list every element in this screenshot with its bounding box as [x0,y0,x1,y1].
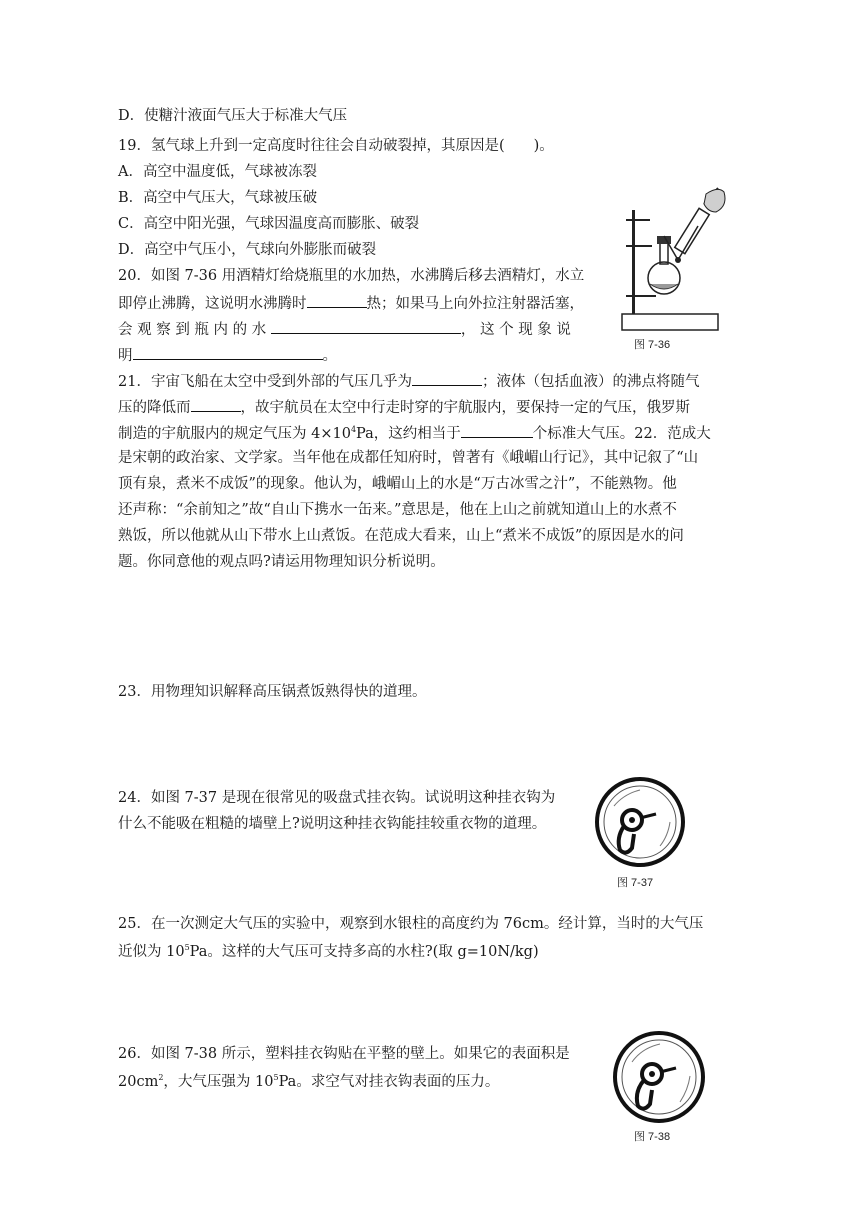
figure-caption: 图 7-36 [634,339,671,351]
q23-stem: 23．用物理知识解释高压锅煮饭熟得快的道理。 [118,684,427,700]
q25-line-2: 近似为 $10^5Pa$。这样的大气压可支持多高的水柱?(取 g=10N/kg) [118,943,539,960]
q21-line-2: 压的降低而 ，故宇航员在太空中行走时穿的宇航服内，要保持一定的气压，俄罗斯 [118,396,690,418]
q19-stem: 19．氢气球上升到一定高度时往往会自动破裂掉，其原因是( )。 [118,138,554,154]
q20-line-4: 明 。 [118,344,337,366]
q21-line-3: 制造的宇航服内的规定气压为 $4\times 10^4Pa$，这约相当于 个标准大气压。22．范成大 [118,422,711,444]
q22-line: 熟饭，所以他就从山下带水上山煮饭。在范成大看来，山上“煮米不成饭”的原因是水的问 [118,528,684,544]
q24-line-2: 什么不能吸在粗糙的墙壁上?说明这种挂衣钩能挂较重衣物的道理。 [118,816,547,832]
q19-option-a: A．高空中温度低，气球被冻裂 [118,164,317,180]
answer-blank[interactable] [461,422,533,438]
q22-line: 题。你同意他的观点吗?请运用物理知识分析说明。 [118,554,445,570]
q18-option-d: D．使糖汁液面气压大于标准大气压 [118,108,348,124]
answer-blank[interactable] [412,370,482,386]
q26-line-2: $20cm^2$，大气压强为 $10^5Pa$。求空气对挂衣钩表面的压力。 [118,1073,500,1090]
q26-line-1: 26．如图 7-38 所示，塑料挂衣钩贴在平整的壁上。如果它的表面积是 [118,1046,570,1062]
q24-line-1: 24．如图 7-37 是现在很常见的吸盘式挂衣钩。试说明这种挂衣钩为 [118,790,556,806]
q22-line: 顶有泉，煮米不成饭”的现象。他认为，峨嵋山上的水是“万古冰雪之汁”，不能熟物。他 [118,476,677,492]
figure-caption: 图 7-38 [634,1131,671,1143]
q22-line: 是宋朝的政治家、文学家。当年他在成都任知府时，曾著有《峨嵋山行记》，其中记叙了“山 [118,450,699,466]
figure-caption: 图 7-37 [617,877,654,889]
q20-line-3: 会 观 察 到 瓶 内 的 水 ， 这 个 现 象 说 [118,318,571,340]
q21-line-1: 21．宇宙飞船在太空中受到外部的气压几乎为 ；液体（包括血液）的沸点将随气 [118,370,699,392]
suction-hook-figure [612,1030,706,1124]
q19-option-c: C．高空中阳光强，气球因温度高而膨胀、破裂 [118,216,420,232]
suction-hook-figure [594,776,686,868]
q25-line-1: 25．在一次测定大气压的实验中，观察到水银柱的高度约为 76cm。经计算，当时的大气压 [118,916,704,932]
q19-option-b: B．高空中气压大，气球被压破 [118,190,318,206]
q19-option-d: D．高空中气压小，气球向外膨胀而破裂 [118,242,377,258]
answer-blank[interactable] [271,318,461,334]
flask-syringe-apparatus-figure [620,186,730,336]
q20-line-2: 即停止沸腾，这说明水沸腾时 热；如果马上向外拉注射器活塞， [118,292,584,314]
answer-blank[interactable] [133,344,323,360]
answer-blank[interactable] [307,292,367,308]
answer-blank[interactable] [191,396,241,412]
q22-line: 还声称：“余前知之”故“自山下携水一缶来。”意思是，他在上山之前就知道山上的水煮不 [118,502,677,518]
q20-line-1: 20．如图 7-36 用酒精灯给烧瓶里的水加热，水沸腾后移去酒精灯，水立 [118,268,585,284]
